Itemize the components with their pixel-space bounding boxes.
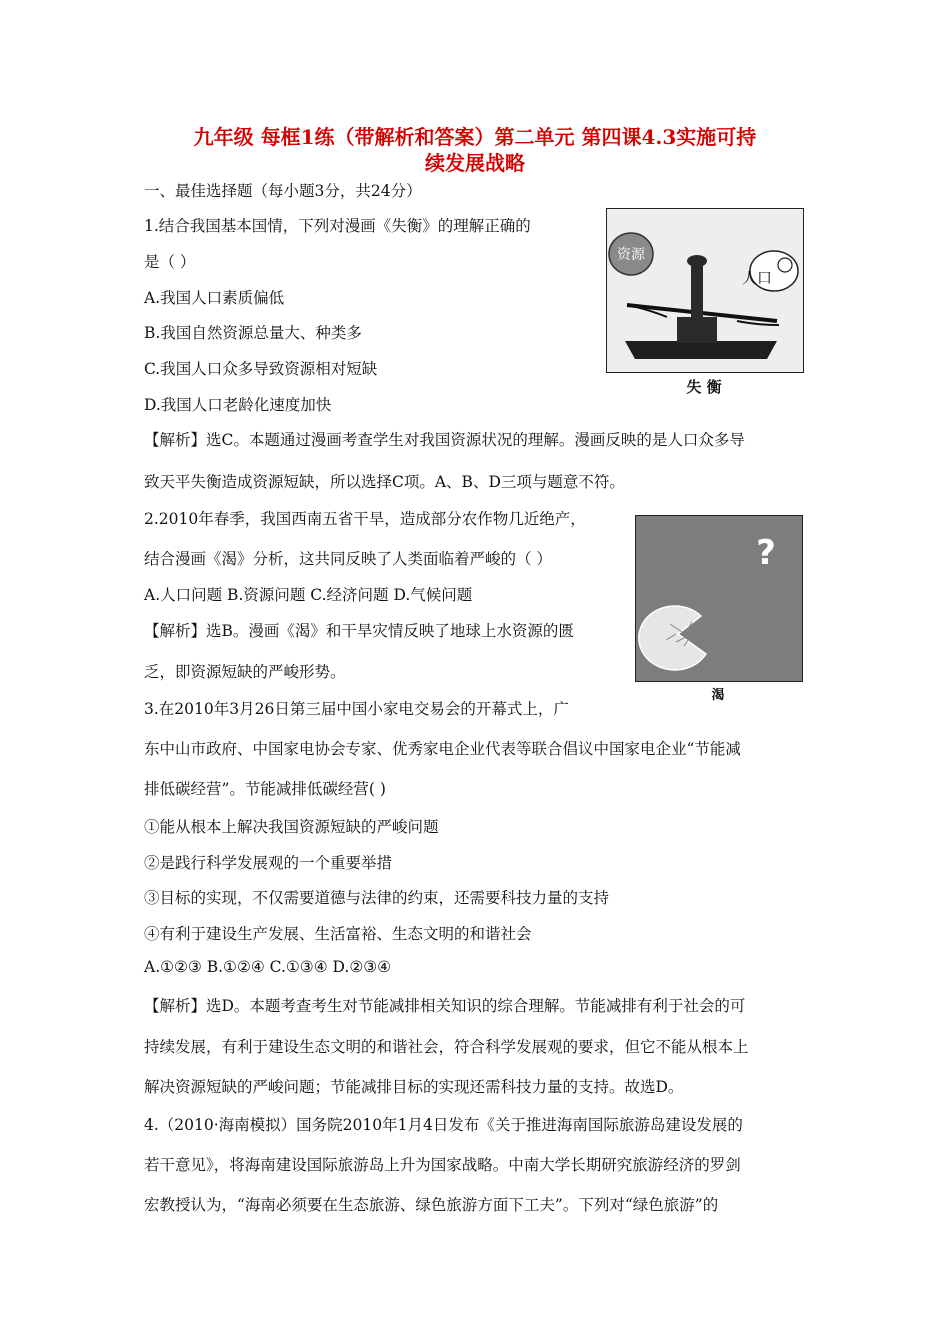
q3-options: A.①②③ B.①②④ C.①③④ D.②③④ [144,958,392,976]
fig1-caption: 失 衡 [686,378,722,396]
q3-stem-line-1: 3.在2010年3月26日第三届中国小家电交易会的开幕式上，广 [144,700,569,718]
q3-stem-line-3: 排低碳经营”。节能减排低碳经营( ) [144,780,386,798]
title-line-2: 续发展战略 [425,151,525,175]
q3-analysis-line-2: 持续发展，有利于建设生态文明的和谐社会，符合科学发展观的要求，但它不能从根本上 [144,1038,749,1056]
q3-item-2: ②是践行科学发展观的一个重要举措 [144,854,393,872]
q3-item-3: ③目标的实现，不仅需要道德与法律的约束，还需要科技力量的支持 [144,889,610,907]
q3-item-4: ④有利于建设生产发展、生活富裕、生态文明的和谐社会 [144,925,532,943]
q1-option-d: D.我国人口老龄化速度加快 [144,396,332,414]
q4-stem-line-2: 若干意见》，将海南建设国际旅游岛上升为国家战略。中南大学长期研究旅游经济的罗剑 [144,1156,741,1174]
q4-stem-line-1: 4.（2010·海南模拟）国务院2010年1月4日发布《关于推进海南国际旅游岛建设发展的 [144,1116,743,1134]
section-heading: 一、最佳选择题（每小题3分，共24分） [144,182,422,200]
q2-analysis-line-1: 【解析】选B。漫画《渴》和干旱灾情反映了地球上水资源的匮 [144,622,574,640]
fig1-label-resources: 资源 [617,247,645,263]
q1-option-c: C.我国人口众多导致资源相对短缺 [144,360,378,378]
fig2-caption: 渴 [711,688,725,703]
fig1-label-population: 人口 [741,269,773,287]
q1-analysis-line-2: 致天平失衡造成资源短缺，所以选择C项。A、B、D三项与题意不符。 [144,473,625,491]
q2-options: A.人口问题 B.资源问题 C.经济问题 D.气候问题 [144,586,473,604]
q2-analysis-line-2: 乏，即资源短缺的严峻形势。 [144,663,346,681]
balance-scale-icon [607,209,803,372]
q4-stem-line-3: 宏教授认为，“海南必须要在生态旅游、绿色旅游方面下工夫”。下列对“绿色旅游”的 [144,1196,719,1214]
q3-stem-line-2: 东中山市政府、中国家电协会专家、优秀家电企业代表等联合倡议中国家电企业“节能减 [144,740,741,758]
q1-stem-line-2: 是（ ） [144,253,196,271]
q1-option-b: B.我国自然资源总量大、种类多 [144,324,362,342]
q1-analysis-line-1: 【解析】选C。本题通过漫画考查学生对我国资源状况的理解。漫画反映的是人口众多导 [144,431,745,449]
title-line-1: 九年级 每框1练（带解析和答案）第二单元 第四课4.3实施可持 [193,125,757,149]
cracked-earth-icon [636,516,802,681]
q1-stem-line-1: 1.结合我国基本国情，下列对漫画《失衡》的理解正确的 [144,217,531,235]
q3-item-1: ①能从根本上解决我国资源短缺的严峻问题 [144,818,439,836]
q2-stem-line-1: 2.2010年春季，我国西南五省干旱，造成部分农作物几近绝产， [144,510,586,528]
q2-stem-line-2: 结合漫画《渴》分析，这共同反映了人类面临着严峻的（ ） [144,550,552,568]
question-mark-icon: ? [756,533,776,573]
q3-analysis-line-3: 解决资源短缺的严峻问题；节能减排目标的实现还需科技力量的支持。故选D。 [144,1078,684,1096]
thirst-cartoon [635,515,803,682]
q1-option-a: A.我国人口素质偏低 [144,289,285,307]
q3-analysis-line-1: 【解析】选D。本题考查考生对节能减排相关知识的综合理解。节能减排有利于社会的可 [144,997,746,1015]
document-title [140,124,810,176]
imbalance-cartoon [606,208,804,373]
